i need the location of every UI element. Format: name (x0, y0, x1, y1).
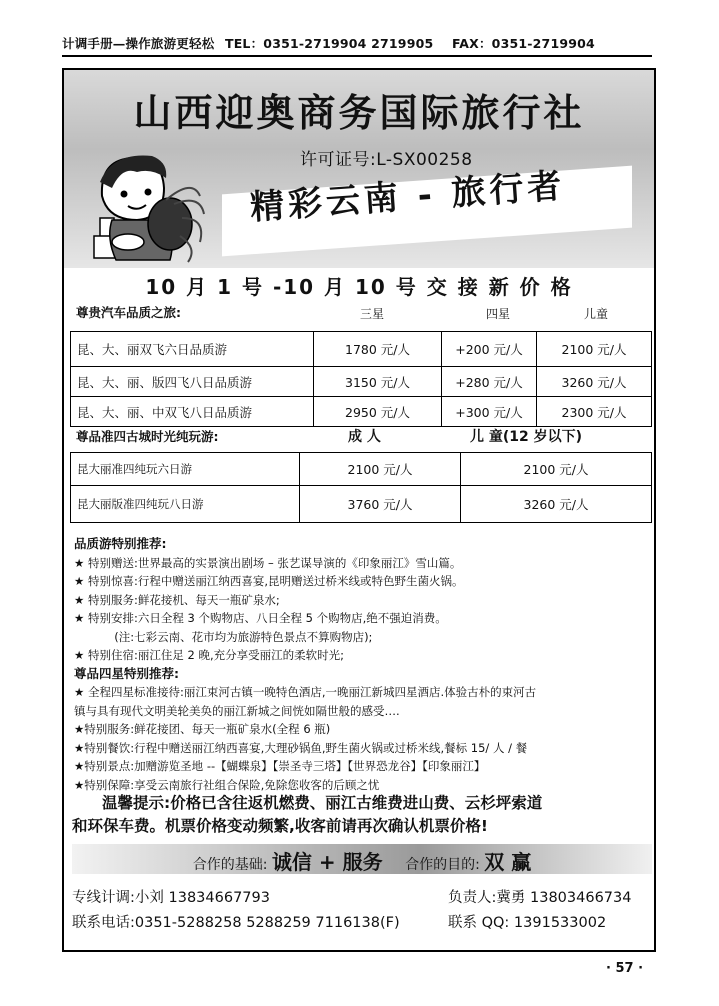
four-star-notes-heading: 尊品四星特别推荐: (74, 665, 179, 681)
recommendation-notes (74, 535, 648, 794)
note-line: ★特别服务:鲜花接团、每天一瓶矿泉水(全程 6 瓶) (74, 722, 331, 736)
table-row (71, 332, 652, 367)
note-line: ★ 特别安排:六日全程 3 个购物店、八日全程 5 个购物店,绝不强迫消费。 (74, 611, 447, 625)
col-header-three-star: 三星 (360, 307, 385, 321)
fax-number: FAX：0351-2719904 (451, 36, 595, 51)
warm-tip-line-2: 和环保车费。机票价格变动频繁,收客前请再次确认机票价格! (72, 817, 488, 835)
price-three-star: 2950 元/人 (314, 397, 442, 427)
warm-tip-line-1: 温馨提示:价格已含往返机燃费、丽江古维费进山费、云杉坪索道 (102, 794, 543, 812)
price-child: 2100 元/人 (537, 332, 652, 367)
price-child: 3260 元/人 (461, 486, 652, 523)
table-row (71, 453, 652, 486)
price-four-star: +300 元/人 (442, 397, 537, 427)
col-header-child-age: 儿 童(12 岁以下) (470, 429, 583, 445)
price-child: 2100 元/人 (461, 453, 652, 486)
price-adult: 2100 元/人 (300, 453, 461, 486)
agency-name: 山西迎奥商务国际旅行社 (133, 90, 585, 135)
license-number: 许可证号:L-SX00258 (300, 150, 473, 170)
slogan: 计调手册—操作旅游更轻松 (62, 36, 215, 51)
table-row (71, 397, 652, 427)
col-header-four-star: 四星 (486, 307, 511, 321)
tour-name: 昆大丽准四纯玩六日游 (71, 453, 300, 486)
table-row (71, 367, 652, 397)
ancient-city-label: 尊品准四古城时光纯玩游: (76, 429, 219, 444)
top-contact-bar (62, 34, 652, 54)
warm-tip (72, 792, 652, 838)
price-four-star: +280 元/人 (442, 367, 537, 397)
table-row (71, 486, 652, 523)
note-line: ★特别餐饮:行程中赠送丽江纳西喜宴,大理砂锅鱼,野生菌火锅或过桥米线,餐标 15/ 人 / 餐 (74, 740, 528, 755)
car-tours-label: 尊贵汽车品质之旅: (76, 305, 181, 320)
col-header-child: 儿童 (584, 307, 609, 321)
price-adult: 3760 元/人 (300, 486, 461, 523)
promo-title: 精彩云南 - 旅行者 (248, 166, 567, 228)
coop-basis-value: 诚信 + 服务 (271, 850, 383, 874)
cooperation-text (72, 846, 652, 875)
note-line: ★特别景点:加赠游览圣地 --【蝴蝶泉】【崇圣寺三塔】【世界恐龙谷】【印象丽江】 (74, 759, 486, 773)
tel-numbers: TEL：0351-2719904 2719905 (224, 36, 434, 51)
coop-goal-label: 合作的目的: (405, 857, 480, 873)
coop-basis-label: 合作的基础: (192, 857, 268, 873)
tour-name: 昆大丽版准四纯玩八日游 (71, 486, 300, 523)
coop-goal-value: 双 赢 (484, 850, 532, 874)
car-tours-table (70, 331, 652, 427)
price-three-star: 1780 元/人 (314, 332, 442, 367)
ancient-city-table (70, 452, 652, 523)
tour-name: 昆、大、丽、版四飞八日品质游 (71, 367, 314, 397)
note-line: (注:七彩云南、花市均为旅游特色景点不算购物店); (74, 629, 373, 644)
col-header-adult: 成 人 (348, 429, 381, 445)
price-subheading: 10 月 1 号 -10 月 10 号 交 接 新 价 格 (145, 275, 573, 299)
price-four-star: +200 元/人 (442, 332, 537, 367)
note-line: 镇与具有现代文明美轮美奂的丽江新城之间恍如隔世般的感受…. (74, 703, 400, 718)
price-child: 2300 元/人 (537, 397, 652, 427)
note-line: ★ 特别赠送:世界最高的实景演出剧场 – 张艺谋导演的《印象丽江》雪山篇。 (74, 555, 462, 570)
note-line: ★ 特别惊喜:行程中赠送丽江纳西喜宴,昆明赠送过桥米线或特色野生菌火锅。 (74, 574, 464, 588)
price-child: 3260 元/人 (537, 367, 652, 397)
page-number: · 57 · (606, 961, 644, 976)
phone-contact: 联系电话:0351-5288258 5288259 7116138(F) (72, 915, 400, 931)
tour-name: 昆、大、丽双飞六日品质游 (71, 332, 314, 367)
note-line: ★ 特别住宿:丽江住足 2 晚,充分享受丽江的柔软时光; (74, 648, 344, 662)
top-divider (62, 55, 652, 57)
tour-name: 昆、大、丽、中双飞八日品质游 (71, 397, 314, 427)
note-line: ★特别保障:享受云南旅行社组合保险,免除您收客的后顾之忧 (74, 777, 380, 792)
manager-contact: 负责人:冀勇 13803466734 (448, 890, 632, 906)
note-line: ★ 特别服务:鲜花接机、每天一瓶矿泉水; (74, 592, 280, 607)
hotline-contact: 专线计调:小刘 13834667793 (72, 890, 270, 906)
mascot-illustration (82, 148, 208, 266)
qq-contact: 联系 QQ: 1391533002 (448, 915, 607, 931)
note-line: ★ 全程四星标准接待:丽江束河古镇一晚特色酒店,一晚丽江新城四星酒店.体验古朴的束河古 (74, 685, 537, 699)
price-three-star: 3150 元/人 (314, 367, 442, 397)
quality-notes-heading: 品质游特别推荐: (74, 536, 167, 551)
